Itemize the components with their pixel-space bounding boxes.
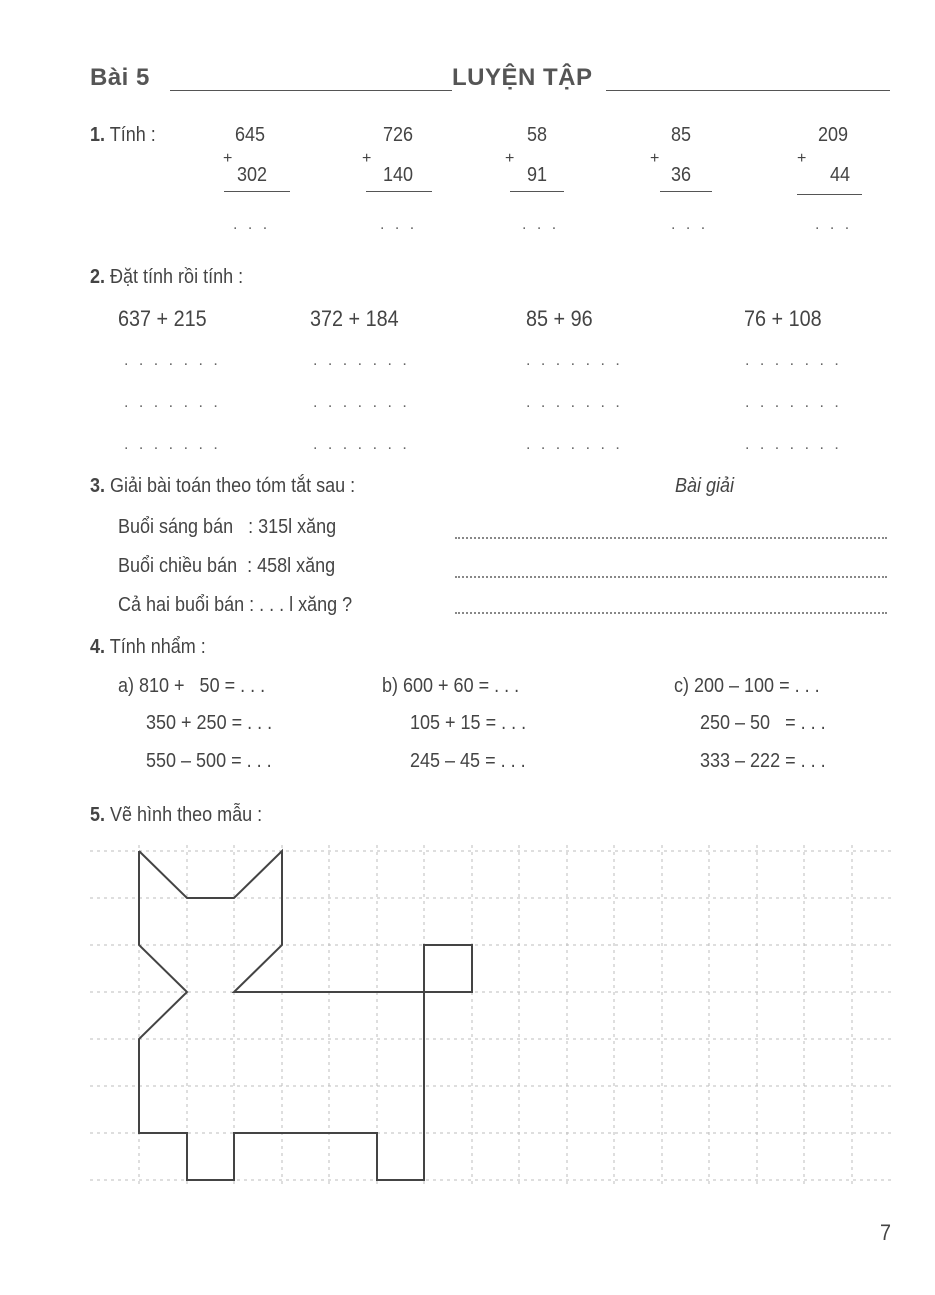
lesson-label: Bài 5 <box>90 64 150 91</box>
ex5-number: 5. <box>90 804 106 826</box>
ex1-result-placeholder: . . . <box>233 216 271 233</box>
summary-line: Buổi sáng bán : 315l xăng <box>118 516 337 538</box>
ex1-top-operand: 645 <box>234 124 266 146</box>
plus-sign: + <box>223 150 233 167</box>
ex1-result-placeholder: . . . <box>380 216 418 233</box>
ex1-bottom-operand: 91 <box>526 164 548 186</box>
ex2-expression: 372 + 184 <box>310 306 399 331</box>
ex1-top-operand: 58 <box>526 124 548 146</box>
ex1-top-operand: 209 <box>817 124 849 146</box>
summary-line: Buổi chiều bán : 458l xăng <box>118 555 336 577</box>
answer-line: . . . . . . . <box>124 394 221 411</box>
ex2-number: 2. <box>90 266 106 288</box>
cat-figure <box>139 851 472 1180</box>
mental-math-item: c) 200 – 100 = . . . <box>674 675 820 697</box>
ex2-expression: 76 + 108 <box>744 306 822 331</box>
answer-line: . . . . . . . <box>526 352 623 369</box>
mental-math-item: a) 810 + 50 = . . . <box>118 675 266 697</box>
ex5-text: Vẽ hình theo mẫu : <box>110 804 263 826</box>
ex1-top-operand: 85 <box>670 124 692 146</box>
ex1-top-operand: 726 <box>382 124 414 146</box>
answer-line: . . . . . . . <box>313 394 410 411</box>
mental-math-item: 550 – 500 = . . . <box>146 750 272 772</box>
plus-sign: + <box>797 150 807 167</box>
ex4-number: 4. <box>90 636 106 658</box>
ex1-result-placeholder: . . . <box>815 216 853 233</box>
mental-math-item: 105 + 15 = . . . <box>410 712 527 734</box>
answer-line: . . . . . . . <box>745 436 842 453</box>
mental-math-item: 350 + 250 = . . . <box>146 712 273 734</box>
page-title: LUYỆN TẬP <box>452 64 593 91</box>
answer-line: . . . . . . . <box>124 352 221 369</box>
ex2-expression: 637 + 215 <box>118 306 207 331</box>
answer-line: . . . . . . . <box>313 352 410 369</box>
answer-line: . . . . . . . <box>526 436 623 453</box>
solution-label: Bài giải <box>675 475 735 497</box>
ex1-bottom-operand: 36 <box>670 164 692 186</box>
ex1-result-placeholder: . . . <box>671 216 709 233</box>
page-number: 7 <box>880 1220 892 1245</box>
grid-lines <box>90 845 895 1185</box>
cat-tail <box>424 945 472 992</box>
ex2-text: Đặt tính rồi tính : <box>110 266 244 288</box>
ex1-bottom-operand: 140 <box>382 164 414 186</box>
summary-line: Cả hai buổi bán : . . . l xăng ? <box>118 594 353 616</box>
ex4-text: Tính nhẩm : <box>109 636 206 658</box>
ex1-text: Tính : <box>109 124 156 146</box>
answer-line: . . . . . . . <box>745 394 842 411</box>
mental-math-item: 250 – 50 = . . . <box>700 712 826 734</box>
mental-math-item: 245 – 45 = . . . <box>410 750 526 772</box>
ex3-text: Giải bài toán theo tóm tắt sau : <box>110 475 356 497</box>
mental-math-item: b) 600 + 60 = . . . <box>382 675 520 697</box>
ex1-result-placeholder: . . . <box>522 216 560 233</box>
ex1-bottom-operand: 44 <box>829 164 851 186</box>
answer-line: . . . . . . . <box>124 436 221 453</box>
ex1-bottom-operand: 302 <box>236 164 268 186</box>
answer-line: . . . . . . . <box>526 394 623 411</box>
ex3-number: 3. <box>90 475 106 497</box>
plus-sign: + <box>505 150 515 167</box>
plus-sign: + <box>650 150 660 167</box>
ex1-number: 1. <box>90 124 106 146</box>
mental-math-item: 333 – 222 = . . . <box>700 750 826 772</box>
answer-line: . . . . . . . <box>745 352 842 369</box>
ex2-expression: 85 + 96 <box>526 306 593 331</box>
plus-sign: + <box>362 150 372 167</box>
answer-line: . . . . . . . <box>313 436 410 453</box>
